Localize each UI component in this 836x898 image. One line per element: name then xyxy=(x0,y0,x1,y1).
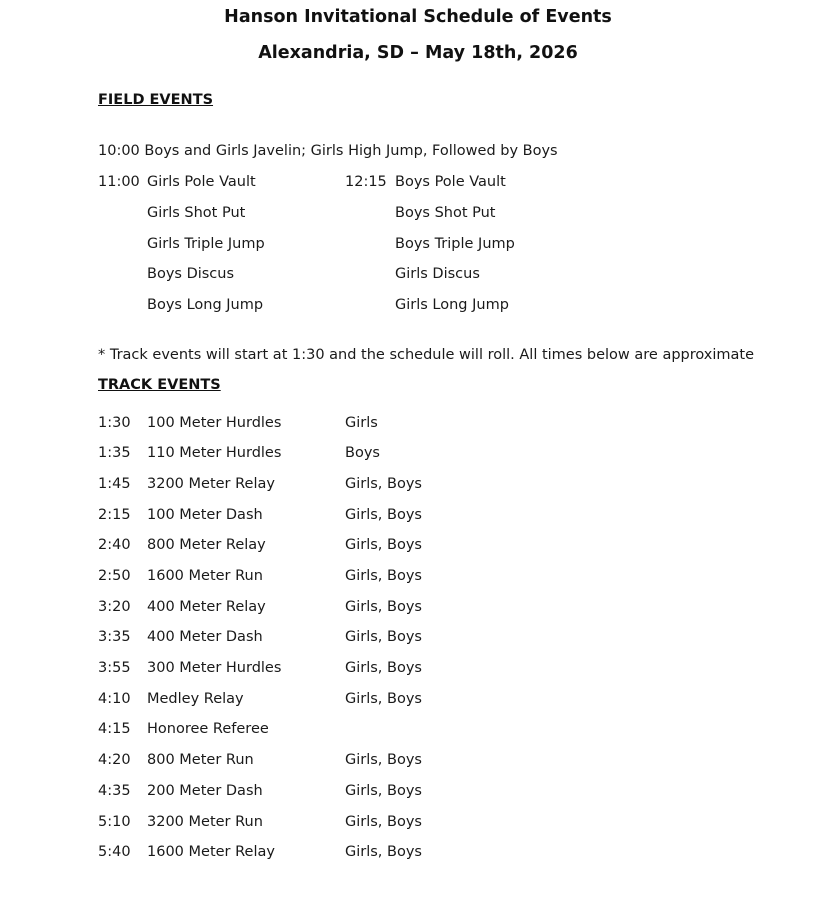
event-division: Girls, Boys xyxy=(345,537,422,553)
event-time: 1:35 xyxy=(98,445,131,461)
table-row xyxy=(0,444,836,462)
event-division: Girls, Boys xyxy=(345,599,422,615)
event-name: 300 Meter Hurdles xyxy=(147,660,282,676)
event-division: Girls, Boys xyxy=(345,844,422,860)
event-name: 1600 Meter Relay xyxy=(147,844,275,860)
event-division: Girls, Boys xyxy=(345,691,422,707)
event-name: 1600 Meter Run xyxy=(147,568,263,584)
event-division: Girls, Boys xyxy=(345,752,422,768)
field-right-event: Girls Discus xyxy=(395,266,480,282)
event-time: 4:15 xyxy=(98,721,131,737)
event-name: 110 Meter Hurdles xyxy=(147,445,282,461)
event-name: 800 Meter Relay xyxy=(147,537,266,553)
table-row xyxy=(0,843,836,861)
field-row xyxy=(0,173,836,191)
event-division: Boys xyxy=(345,445,380,461)
event-time: 5:10 xyxy=(98,814,131,830)
event-time: 4:35 xyxy=(98,783,131,799)
table-row xyxy=(0,813,836,831)
field-right-event: Boys Shot Put xyxy=(395,205,496,221)
event-division: Girls, Boys xyxy=(345,783,422,799)
table-row xyxy=(0,720,836,738)
table-row xyxy=(0,536,836,554)
page-subtitle: Alexandria, SD – May 18th, 2026 xyxy=(258,43,578,63)
table-row xyxy=(0,598,836,616)
field-right-event: Boys Triple Jump xyxy=(395,236,515,252)
field-row xyxy=(0,235,836,253)
event-division: Girls, Boys xyxy=(345,476,422,492)
track-events-heading: TRACK EVENTS xyxy=(98,377,221,393)
event-division: Girls, Boys xyxy=(345,568,422,584)
event-division: Girls, Boys xyxy=(345,629,422,645)
event-time: 3:35 xyxy=(98,629,131,645)
track-start-note: * Track events will start at 1:30 and the schedule will roll. All times below are approximate xyxy=(98,347,755,363)
event-division: Girls xyxy=(345,415,378,431)
event-time: 1:45 xyxy=(98,476,131,492)
field-left-event: Girls Pole Vault xyxy=(147,174,256,190)
event-name: 200 Meter Dash xyxy=(147,783,263,799)
table-row xyxy=(0,751,836,769)
event-name: 400 Meter Relay xyxy=(147,599,266,615)
event-name: 800 Meter Run xyxy=(147,752,254,768)
event-name: 400 Meter Dash xyxy=(147,629,263,645)
field-row xyxy=(0,204,836,222)
event-division: Girls, Boys xyxy=(345,660,422,676)
event-time: 4:10 xyxy=(98,691,131,707)
event-time: 1:30 xyxy=(98,415,131,431)
event-name: Honoree Referee xyxy=(147,721,269,737)
field-left-event: Boys Discus xyxy=(147,266,235,282)
field-left-event: Girls Triple Jump xyxy=(147,236,265,252)
table-row xyxy=(0,659,836,677)
event-name: Medley Relay xyxy=(147,691,244,707)
event-time: 4:20 xyxy=(98,752,131,768)
field-left-event: Girls Shot Put xyxy=(147,205,246,221)
table-row xyxy=(0,567,836,585)
field-row xyxy=(0,296,836,314)
table-row xyxy=(0,414,836,432)
event-name: 3200 Meter Relay xyxy=(147,476,275,492)
table-row xyxy=(0,690,836,708)
event-time: 3:55 xyxy=(98,660,131,676)
event-time: 2:15 xyxy=(98,507,131,523)
table-row xyxy=(0,782,836,800)
field-right-event: Boys Pole Vault xyxy=(395,174,506,190)
event-time: 3:20 xyxy=(98,599,131,615)
field-left-event: Boys Long Jump xyxy=(147,297,264,313)
page-title: Hanson Invitational Schedule of Events xyxy=(224,7,612,27)
event-name: 3200 Meter Run xyxy=(147,814,263,830)
field-row xyxy=(0,265,836,283)
event-time: 2:50 xyxy=(98,568,131,584)
event-name: 100 Meter Dash xyxy=(147,507,263,523)
event-time: 2:40 xyxy=(98,537,131,553)
field-events-heading: FIELD EVENTS xyxy=(98,92,214,108)
event-time: 5:40 xyxy=(98,844,131,860)
table-row xyxy=(0,628,836,646)
event-name: 100 Meter Hurdles xyxy=(147,415,282,431)
event-division: Girls, Boys xyxy=(345,507,422,523)
event-division: Girls, Boys xyxy=(345,814,422,830)
field-right-time: 12:15 xyxy=(345,174,387,190)
table-row xyxy=(0,475,836,493)
table-row xyxy=(0,506,836,524)
field-intro-line: 10:00 Boys and Girls Javelin; Girls High Jump, Followed by Boys xyxy=(98,143,558,159)
field-left-time: 11:00 xyxy=(98,174,140,190)
field-right-event: Girls Long Jump xyxy=(395,297,509,313)
